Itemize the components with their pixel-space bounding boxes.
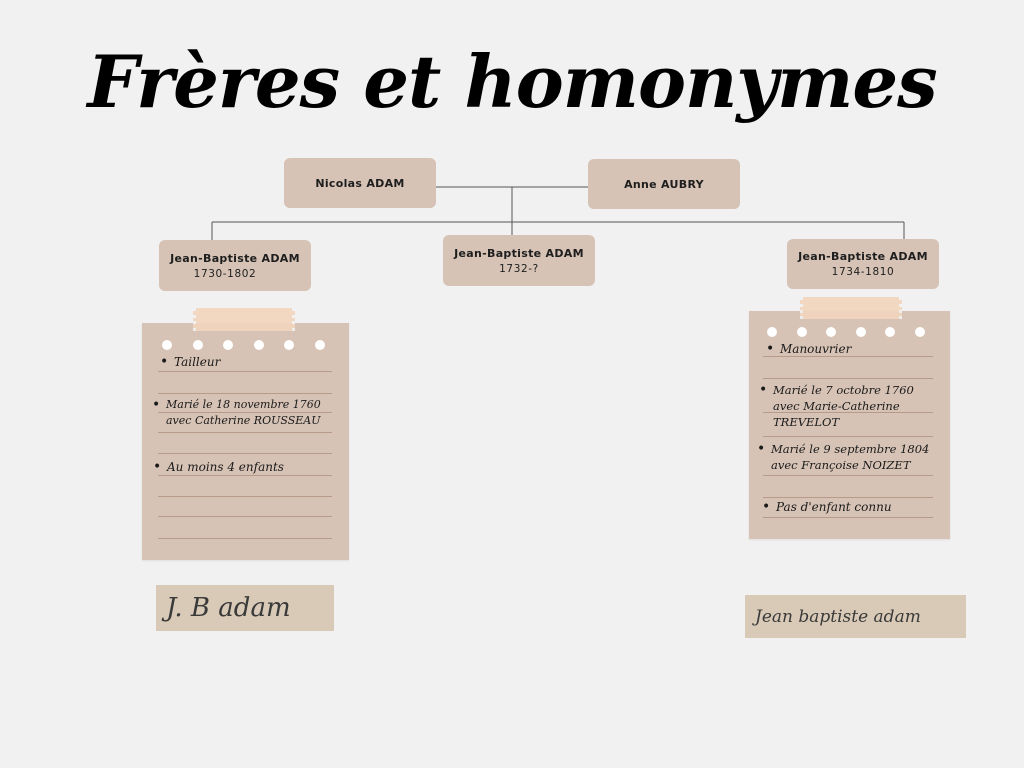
child-dates: 1730-1802: [193, 267, 257, 280]
father-name: Nicolas ADAM: [315, 176, 405, 190]
note-fact: • Marié le 18 novembre 1760 avec Catherine ROUSSEAU: [166, 397, 346, 429]
child-name: Jean-Baptiste ADAM: [170, 251, 300, 265]
tape-left: [193, 308, 295, 331]
tape-right: [800, 297, 902, 319]
child-dates: 1734-1810: [831, 266, 895, 278]
note-holes: [767, 327, 925, 337]
page-title: Frères et homonymes: [87, 39, 937, 124]
signature-left-text: J. B adam: [166, 593, 291, 623]
signature-right-text: Jean baptiste adam: [755, 606, 921, 627]
note-holes: [162, 340, 325, 350]
note-card-left: [142, 323, 349, 560]
child-name: Jean-Baptiste ADAM: [798, 250, 928, 263]
child-box-3[interactable]: [787, 239, 939, 289]
mother-box[interactable]: [588, 159, 740, 209]
note-fact: • Manouvrier: [780, 341, 940, 357]
child-box-2[interactable]: [443, 235, 595, 286]
note-fact: • Marié le 9 septembre 1804 avec Françoise NOIZET: [771, 441, 941, 473]
note-card-right: [749, 311, 950, 539]
note-fact: • Pas d'enfant connu: [776, 499, 946, 515]
note-fact: • Tailleur: [174, 354, 334, 370]
child-box-1[interactable]: [159, 240, 311, 291]
child-dates: 1732-?: [499, 262, 539, 275]
note-fact: • Marié le 7 octobre 1760 avec Marie-Catherine TREVELOT: [773, 382, 943, 430]
child-name: Jean-Baptiste ADAM: [454, 246, 584, 260]
father-box[interactable]: [284, 158, 436, 208]
signature-left: [156, 585, 334, 631]
mother-name: Anne AUBRY: [624, 177, 704, 191]
note-fact: • Au moins 4 enfants: [167, 459, 337, 475]
signature-right: [745, 595, 966, 638]
